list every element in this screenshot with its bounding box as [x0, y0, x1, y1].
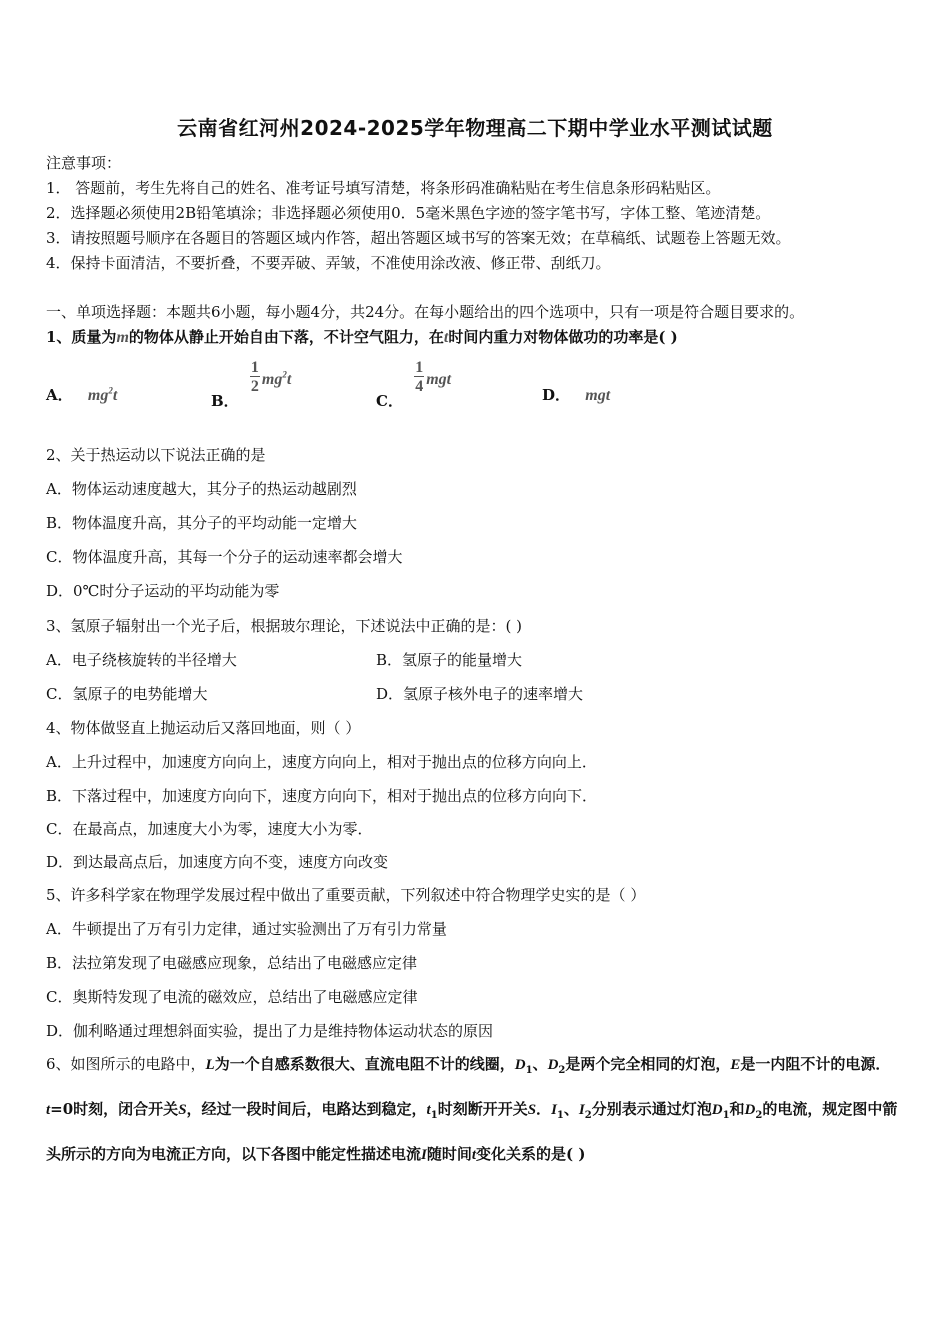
q1-option-d-expr: mgt: [585, 387, 611, 404]
notice-item-2: 2．选择题必须使用2B铅笔填涂；非选择题必须使用0．5毫米黑色字迹的签字笔书写，字体工整、笔迹清楚。: [46, 204, 771, 222]
q5-option-d: D．伽利略通过理想斜面实验，提出了力是维持物体运动状态的原因: [46, 1022, 494, 1040]
q4-option-d: D．到达最高点后，加速度方向不变，速度方向改变: [46, 853, 389, 871]
q1-option-d: D． mgt: [542, 386, 611, 404]
section-heading: 一、单项选择题：本题共6小题，每小题4分，共24分。在每小题给出的四个选项中，只有一项是符合题目要求的。: [46, 303, 805, 321]
q2-option-a: A．物体运动速度越大，其分子的热运动越剧烈: [46, 480, 357, 498]
question-1-stem: 1、质量为m的物体从静止开始自由下落，不计空气阻力，在t时间内重力对物体做功的功率是( ): [46, 328, 678, 346]
page-title: 云南省红河州2024-2025学年物理高二下期中学业水平测试试题: [177, 116, 773, 140]
q1-option-b-fraction: $\frac{1}{2}$: [250, 359, 259, 395]
q5-option-b: B．法拉第发现了电磁感应现象，总结出了电磁感应定律: [46, 954, 418, 972]
q3-option-b: B．氢原子的能量增大: [376, 651, 523, 669]
q2-option-b: B．物体温度升高，其分子的平均动能一定增大: [46, 514, 358, 532]
math-var-m: m: [116, 329, 129, 346]
question-5-stem: 5、许多科学家在物理学发展过程中做出了重要贡献，下列叙述中符合物理学史实的是（ ）: [46, 886, 646, 904]
q1-option-a-expr: $mg^2t$: [87, 385, 118, 404]
question-6-stem: 6、如图所示的电路中，L为一个自感系数很大、直流电阻不计的线圈，$D_1$、$D_2$是两个完全相同的灯泡，E是一内阻不计的电源．t=0时刻，闭合开关S，经过一段时间后，电路达到稳定，$t_1$时刻断开开关S．$I_1$、$I_2$分别表示通过灯泡$D_1$和$D_2$的电流，规定图中箭头所示的方向为电流正方向，以下各图中能定性描述电流I随时间t变化关系的是( ): [46, 1055, 898, 1163]
q4-option-b: B．下落过程中，加速度方向向下，速度方向向下，相对于抛出点的位移方向向下．: [46, 787, 598, 805]
q1-option-a: A． $mg^2t$: [46, 385, 118, 404]
notice-item-1: 1． 答题前，考生先将自己的姓名、准考证号填写清楚，将条形码准确粘贴在考生信息条形码粘贴区。: [46, 179, 721, 197]
question-3-stem: 3、氢原子辐射出一个光子后，根据玻尔理论，下述说法中正确的是：( ): [46, 617, 523, 635]
q1-option-c-fraction: $\frac{1}{4}$: [415, 359, 424, 395]
notice-item-3: 3．请按照题号顺序在各题目的答题区域内作答，超出答题区域书写的答案无效；在草稿纸、试题卷上答题无效。: [46, 229, 791, 247]
question-2-stem: 2、关于热运动以下说法正确的是: [46, 446, 266, 464]
q4-option-c: C．在最高点，加速度大小为零，速度大小为零．: [46, 820, 373, 838]
q2-option-c: C．物体温度升高，其每一个分子的运动速率都会增大: [46, 548, 403, 566]
q1-option-b-expr: $mg^2t$: [261, 369, 292, 388]
q1-option-c-expr: mgt: [426, 370, 452, 388]
q2-option-d: D．0℃时分子运动的平均动能为零: [46, 582, 280, 600]
q1-option-b: B． $\frac{1}{2}$ $mg^2t$: [211, 359, 292, 410]
notice-item-4: 4．保持卡面清洁，不要折叠，不要弄破、弄皱，不准使用涂改液、修正带、刮纸刀。: [46, 254, 611, 272]
q3-option-c: C．氢原子的电势能增大: [46, 685, 208, 703]
notice-heading: 注意事项：: [46, 154, 122, 172]
q4-option-a: A．上升过程中，加速度方向向上，速度方向向上，相对于抛出点的位移方向向上．: [46, 753, 597, 771]
q3-option-d: D．氢原子核外电子的速率增大: [376, 685, 584, 703]
q3-option-a: A．电子绕核旋转的半径增大: [46, 651, 237, 669]
math-var-t: t: [443, 329, 449, 346]
q5-option-a: A．牛顿提出了万有引力定律，通过实验测出了万有引力常量: [46, 920, 447, 938]
q5-option-c: C．奥斯特发现了电流的磁效应，总结出了电磁感应定律: [46, 988, 418, 1006]
q1-option-c: C． $\frac{1}{4}$ mgt: [376, 359, 452, 410]
question-4-stem: 4、物体做竖直上抛运动后又落回地面，则（ ）: [46, 719, 361, 737]
